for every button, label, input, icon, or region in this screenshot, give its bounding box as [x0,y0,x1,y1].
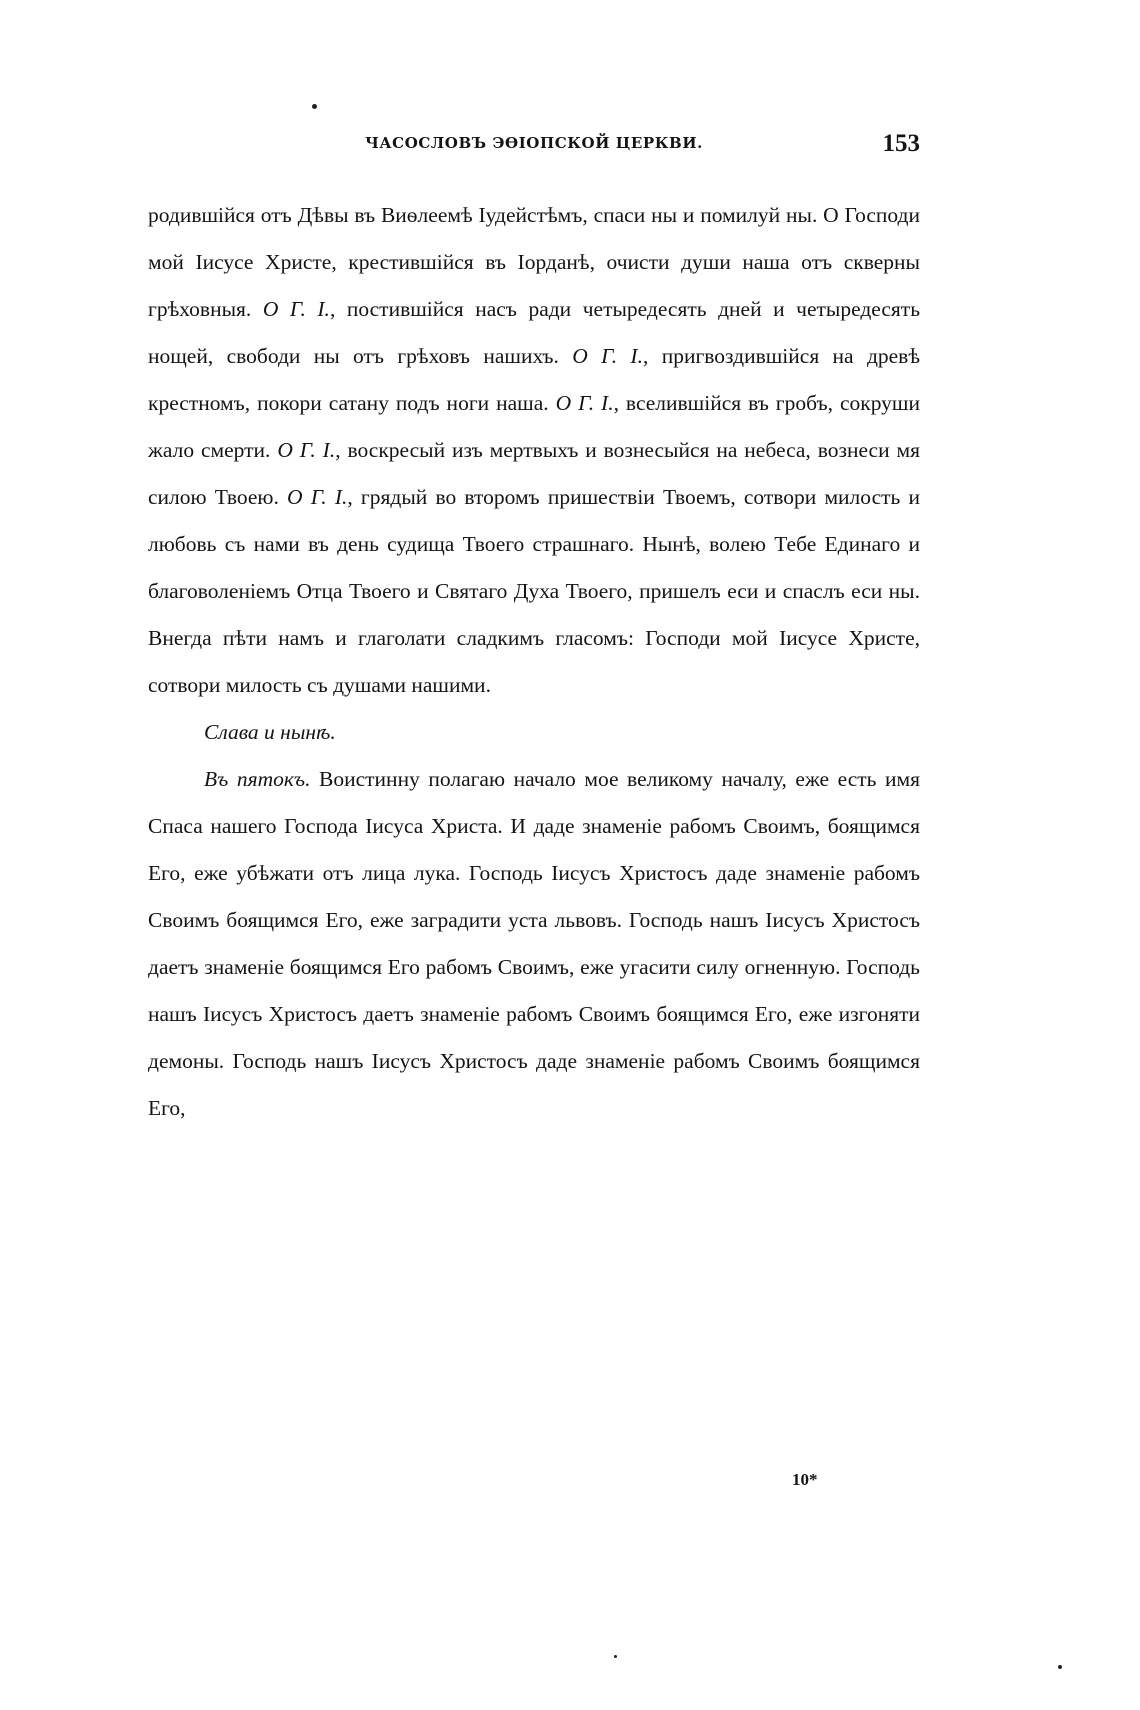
body-text [148,192,920,1132]
abbreviation: О Г. І. [262,297,330,321]
section-heading-slava: Слава и нынѣ. [204,720,336,744]
running-title: ЧАСОСЛОВЪ ЭѲІОПСКОЙ ЦЕРКВИ. [365,134,703,152]
text-run: , грядый во второмъ пришествіи Твоемъ, сотвори милость и любовь съ нами въ день судища Твоего страшнаго. Нынѣ, волею Тебе Единаго и благоволеніемъ Отца Твоего и Святаго Духа Твоего, пришелъ еси и спаслъ еси ны. Внегда пѣти намъ и глаголати сладкимъ гласомъ: Господи мой Іисусе Христе, сотвори милость съ душами нашими. [148,485,920,697]
running-head [148,130,920,160]
text-run: родившійся отъ Дѣвы въ Виѳлеемѣ Іудейстѣмъ, спаси ны и помилуй ны. О Господи мой Іисусе Христе, крестившійся въ Іорданѣ, очисти души наша отъ скверны грѣховныя. [148,203,920,321]
ink-speck [614,1655,617,1658]
paragraph-friday [148,756,920,1132]
paragraph-prayer [148,192,920,709]
signature-mark: 10* [792,1470,818,1489]
text-run: , пригвоздившійся на древѣ крестномъ, покори сатану подъ ноги наша. [148,344,920,415]
abbreviation: О Г. І. [555,391,614,415]
abbreviation: О Г. І. [572,344,643,368]
ink-speck [312,104,317,109]
ink-speck [1058,1665,1062,1669]
text-run: , воскресый изъ мертвыхъ и вознесыйся на небеса, вознеси мя силою Твоею. [148,438,920,509]
text-run: , постившійся насъ ради четыредесять дней и четыредесять нощей, свободи ны отъ грѣховъ нашихъ. [148,297,920,368]
text-run: Воистинну полагаю начало мое великому началу, еже есть имя Спаса нашего Господа Іисуса Христа. И даде знаменіе рабомъ Своимъ, боящимся Его, еже убѣжати отъ лица лука. Господь Іисусъ Христосъ даде знаменіе рабомъ Своимъ боящимся Его, еже заградити уста львовъ. Господь нашъ Іисусъ Христосъ даетъ знаменіе боящимся Его рабомъ Своимъ, еже угасити силу огненную. Господь нашъ Іисусъ Христосъ даетъ знаменіе рабомъ Своимъ боящимся Его, еже изгоняти демоны. Господь нашъ Іисусъ Христосъ даде знаменіе рабомъ Своимъ боящимся Его, [148,767,921,1120]
day-label: Въ пятокъ. [204,767,311,791]
abbreviation: О Г. І. [287,485,348,509]
text-run: , вселившійся въ гробъ, сокруши жало смерти. [148,391,920,462]
abbreviation: О Г. І. [277,438,336,462]
page-number: 153 [882,130,920,157]
